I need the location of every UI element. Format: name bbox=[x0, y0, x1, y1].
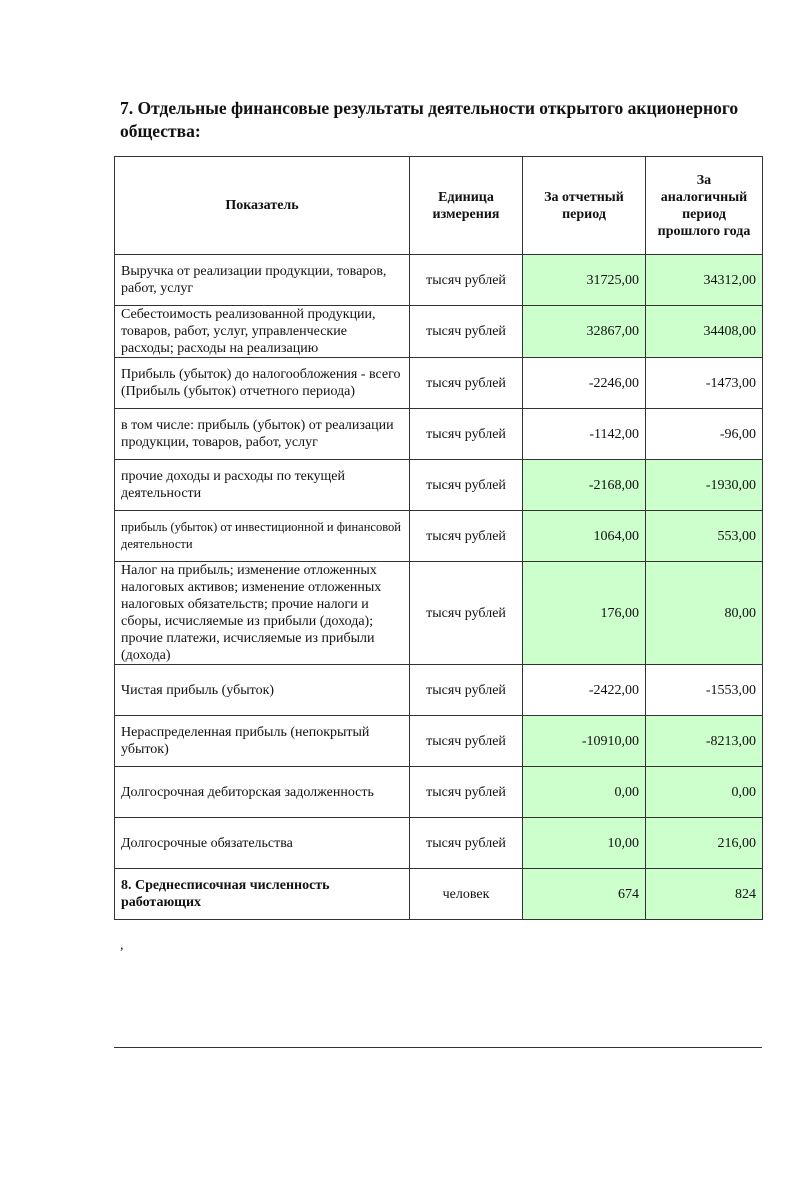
row-unit: тысяч рублей bbox=[410, 460, 523, 511]
row-label: Чистая прибыль (убыток) bbox=[115, 665, 410, 716]
row-unit: тысяч рублей bbox=[410, 767, 523, 818]
financial-results-table bbox=[114, 156, 763, 920]
row-unit: тысяч рублей bbox=[410, 562, 523, 665]
row-current-value: -10910,00 bbox=[523, 716, 646, 767]
table-row bbox=[115, 358, 763, 409]
row-unit: тысяч рублей bbox=[410, 511, 523, 562]
row-previous-value: 0,00 bbox=[646, 767, 763, 818]
row-label: Выручка от реализации продукции, товаров, работ, услуг bbox=[115, 255, 410, 306]
row-previous-value: -96,00 bbox=[646, 409, 763, 460]
table-row bbox=[115, 255, 763, 306]
row-label: Нераспределенная прибыль (непокрытый убыток) bbox=[115, 716, 410, 767]
row-unit: тысяч рублей bbox=[410, 255, 523, 306]
row-unit: тысяч рублей bbox=[410, 818, 523, 869]
table-row bbox=[115, 460, 763, 511]
row-previous-value: 80,00 bbox=[646, 562, 763, 665]
row-current-value: 176,00 bbox=[523, 562, 646, 665]
table-row bbox=[115, 767, 763, 818]
row-current-value: 0,00 bbox=[523, 767, 646, 818]
row-current-value: -2422,00 bbox=[523, 665, 646, 716]
row-previous-value: 34408,00 bbox=[646, 306, 763, 358]
row-label: Себестоимость реализованной продукции, товаров, работ, услуг, управленческие расходы; расходы на реализацию bbox=[115, 306, 410, 358]
table-row bbox=[115, 665, 763, 716]
stray-comma: , bbox=[120, 938, 124, 953]
row-previous-value: -1553,00 bbox=[646, 665, 763, 716]
row-current-value: 1064,00 bbox=[523, 511, 646, 562]
row-unit: тысяч рублей bbox=[410, 358, 523, 409]
horizontal-divider bbox=[114, 1047, 762, 1048]
row-previous-value: -1930,00 bbox=[646, 460, 763, 511]
row-label: Долгосрочные обязательства bbox=[115, 818, 410, 869]
row-current-value: -2168,00 bbox=[523, 460, 646, 511]
row-label: в том числе: прибыль (убыток) от реализации продукции, товаров, работ, услуг bbox=[115, 409, 410, 460]
table-row bbox=[115, 306, 763, 358]
header-previous-period: За аналогичный период прошлого года bbox=[646, 157, 763, 255]
row-previous-value: 216,00 bbox=[646, 818, 763, 869]
row-label: Прибыль (убыток) до налогообложения - всего (Прибыль (убыток) отчетного периода) bbox=[115, 358, 410, 409]
row-previous-value: 553,00 bbox=[646, 511, 763, 562]
headcount-current-value: 674 bbox=[523, 869, 646, 920]
row-unit: тысяч рублей bbox=[410, 409, 523, 460]
row-current-value: -1142,00 bbox=[523, 409, 646, 460]
row-unit: тысяч рублей bbox=[410, 306, 523, 358]
headcount-previous-value: 824 bbox=[646, 869, 763, 920]
table-row bbox=[115, 562, 763, 665]
row-previous-value: 34312,00 bbox=[646, 255, 763, 306]
row-current-value: 31725,00 bbox=[523, 255, 646, 306]
row-label: Долгосрочная дебиторская задолженность bbox=[115, 767, 410, 818]
table-row bbox=[115, 716, 763, 767]
row-label: прочие доходы и расходы по текущей деятельности bbox=[115, 460, 410, 511]
row-unit: тысяч рублей bbox=[410, 665, 523, 716]
row-previous-value: -8213,00 bbox=[646, 716, 763, 767]
headcount-row bbox=[115, 869, 763, 920]
row-current-value: 32867,00 bbox=[523, 306, 646, 358]
table-row bbox=[115, 511, 763, 562]
header-current-period: За отчетный период bbox=[523, 157, 646, 255]
row-current-value: -2246,00 bbox=[523, 358, 646, 409]
row-label: Налог на прибыль; изменение отложенных налоговых активов; изменение отложенных налоговых обязательств; прочие налоги и сборы, исчисляемые из прибыли (дохода); прочие платежи, исчисляемые из прибыли (дохода) bbox=[115, 562, 410, 665]
table-row bbox=[115, 409, 763, 460]
row-current-value: 10,00 bbox=[523, 818, 646, 869]
headcount-unit: человек bbox=[410, 869, 523, 920]
row-previous-value: -1473,00 bbox=[646, 358, 763, 409]
row-unit: тысяч рублей bbox=[410, 716, 523, 767]
table-row bbox=[115, 818, 763, 869]
header-indicator: Показатель bbox=[115, 157, 410, 255]
row-label: прибыль (убыток) от инвестиционной и финансовой деятельности bbox=[115, 511, 410, 562]
header-unit: Единица измерения bbox=[410, 157, 523, 255]
section-7-title: 7. Отдельные финансовые результаты деятельности открытого акционерного общества: bbox=[120, 98, 739, 141]
table-header-row bbox=[115, 157, 763, 255]
headcount-label: 8. Среднесписочная численность работающих bbox=[115, 869, 410, 920]
